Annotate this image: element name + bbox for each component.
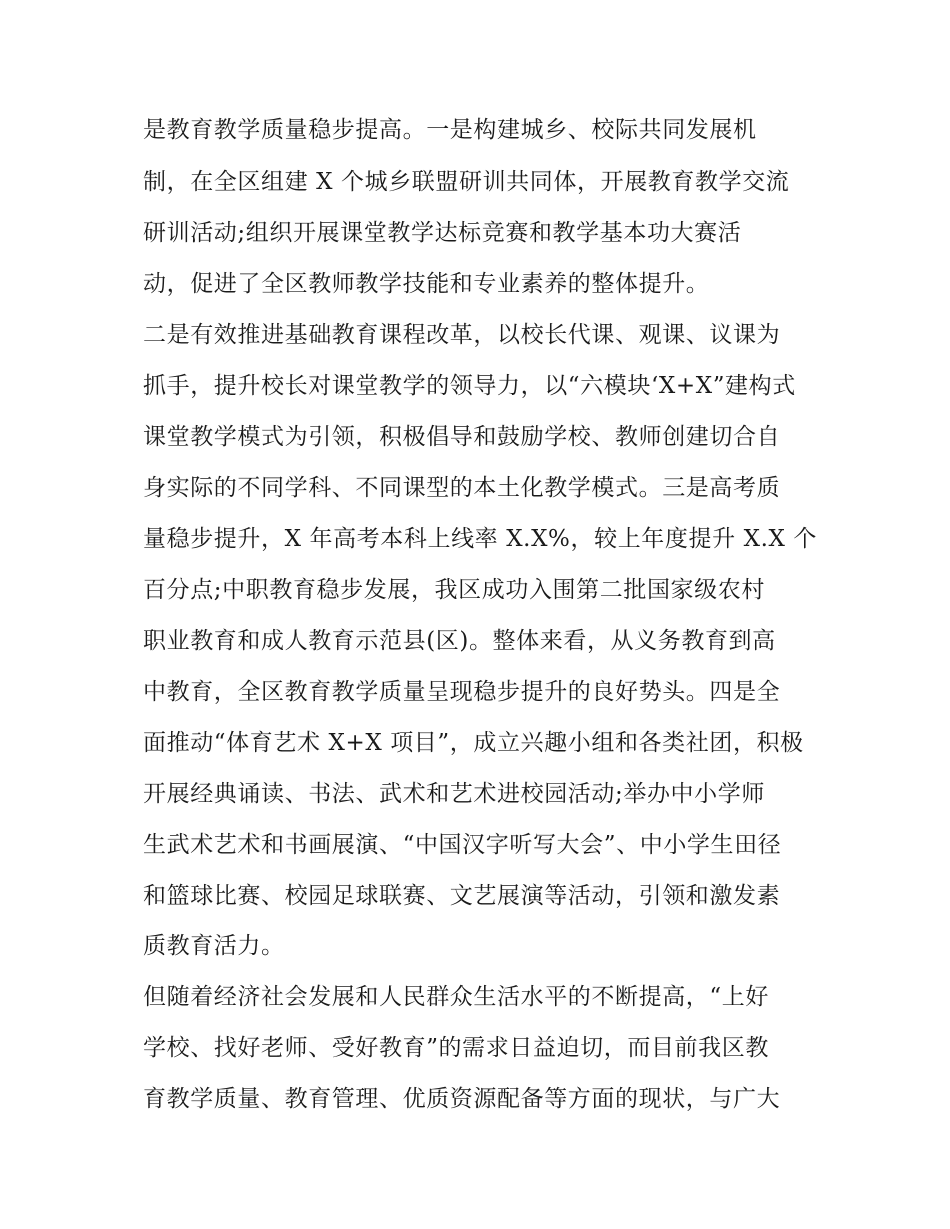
text-line: 生武术艺术和书画展演、“中国汉字听写大会”、中小学生田径: [143, 832, 782, 858]
text-line: 质教育活力。: [143, 933, 285, 959]
text-line: 中教育，全区教育教学质量呈现稳步提升的良好势头。四是全: [143, 679, 781, 705]
text-line: 动，促进了全区教师教学技能和专业素养的整体提升。: [143, 271, 710, 297]
text-line: 开展经典诵读、书法、武术和艺术进校园活动;举办中小学师: [143, 781, 765, 807]
text-line: 育教学质量、教育管理、优质资源配备等方面的现状，与广大: [143, 1086, 781, 1112]
text-line: 课堂教学模式为引领，积极倡导和鼓励学校、教师创建切合自: [143, 424, 781, 450]
text-line: 研训活动;组织开展课堂教学达标竞赛和教学基本功大赛活: [143, 220, 742, 246]
text-line: 制，在全区组建 X 个城乡联盟研训共同体，开展教育教学交流: [143, 169, 790, 195]
text-line: 职业教育和成人教育示范县(区)。整体来看，从义务教育到高: [143, 628, 776, 654]
text-line: 面推动“体育艺术 X+X 项目”，成立兴趣小组和各类社团，积极: [143, 730, 804, 756]
text-line: 和篮球比赛、校园足球联赛、文艺展演等活动，引领和激发素: [143, 883, 781, 909]
text-line: 学校、找好老师、受好教育”的需求日益迫切，而目前我区教: [143, 1035, 769, 1061]
text-line: 抓手，提升校长对课堂教学的领导力，以“六模块‘X+X”建构式: [143, 373, 796, 399]
text-line: 百分点;中职教育稳步发展，我区成功入围第二批国家级农村: [143, 577, 765, 603]
text-line: 但随着经济社会发展和人民群众生活水平的不断提高，“上好: [143, 984, 769, 1010]
text-line: 二是有效推进基础教育课程改革，以校长代课、观课、议课为: [143, 322, 781, 348]
text-line: 是教育教学质量稳步提高。一是构建城乡、校际共同发展机: [143, 117, 757, 143]
text-line: 身实际的不同学科、不同课型的本土化教学模式。三是高考质: [143, 475, 781, 501]
text-line: 量稳步提升，X 年高考本科上线率 X.X%，较上年度提升 X.X 个: [143, 526, 817, 552]
